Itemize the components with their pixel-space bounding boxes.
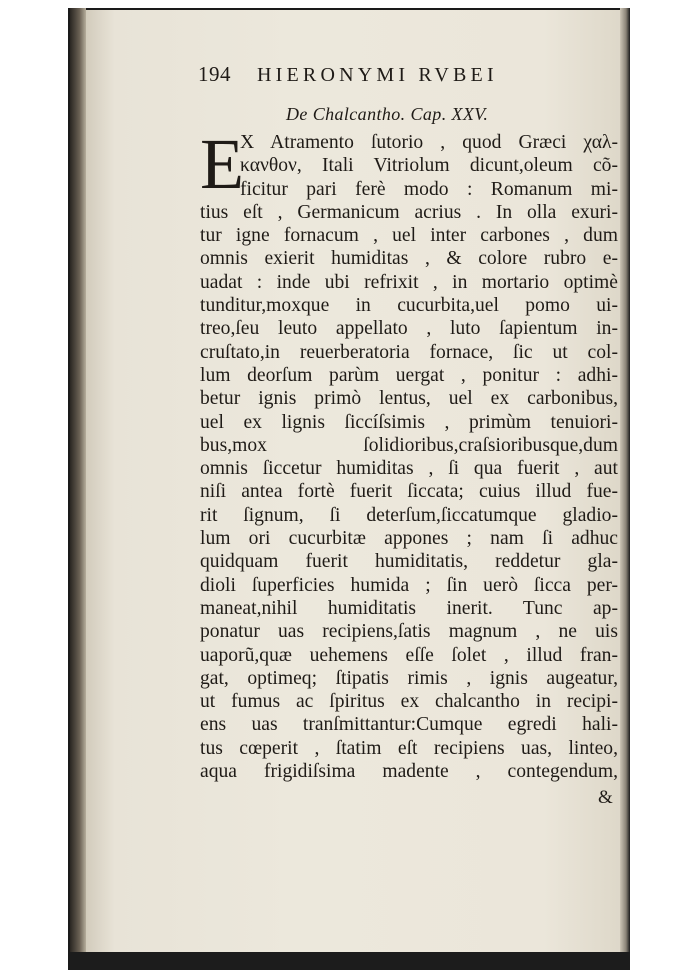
running-title: HIERONYMI RVBEI <box>257 64 498 86</box>
spine-shadow <box>70 8 86 970</box>
text-line: dioli ſuperficies humida ; ſin uerò ſicca per- <box>200 574 618 596</box>
text-line: omnis ſiccetur humiditas , ſi qua fuerit , aut <box>200 458 618 480</box>
page-number: 194 <box>198 62 231 86</box>
text-line: ens uas tranſmittantur:Cumque egredi hali- <box>200 714 618 736</box>
text-line: lum deorſum parùm uergat , ponitur : adhi- <box>200 364 618 386</box>
text-line: aqua frigidiſsima madente , contegendum, <box>200 761 618 783</box>
text-line: lum ori cucurbitæ appones ; nam ſi adhuc <box>200 528 618 550</box>
text-line: bus,mox ſolidioribus,craſsioribusque,dum <box>200 434 618 456</box>
page-edge <box>620 8 630 970</box>
text-line: betur ignis primò lentus, uel ex carbonibus, <box>200 388 618 410</box>
text-line: tus cœperit , ſtatim eſt recipiens uas, linteo, <box>200 737 618 759</box>
catchword: & <box>598 787 613 808</box>
text-line: tur igne fornacum , uel inter carbones , dum <box>200 225 618 247</box>
text-line: niſi antea fortè fuerit ſiccata; cuius illud fue- <box>200 481 618 503</box>
text-line: uadat : inde ubi refrixit , in mortario optimè <box>200 271 618 293</box>
text-line: X Atramento ſutorio , quod Græci χαλ- <box>240 132 618 153</box>
text-line: uel ex lignis ſiccíſsimis , primùm tenuiori- <box>200 411 618 433</box>
text-line: tius eſt , Germanicum acrius . In olla exuri- <box>200 201 618 223</box>
body-text <box>200 131 618 783</box>
text-line: ut fumus ac ſpiritus ex chalcantho in recipi- <box>200 691 618 713</box>
chapter-title: De Chalcantho. Cap. XXV. <box>286 104 489 124</box>
text-line: cruſtato,in reuerberatoria fornace, ſic ut col- <box>200 341 618 363</box>
text-line: rit ſignum, ſi deterſum,ſiccatumque gladio- <box>200 504 618 526</box>
text-line: maneat,nihil humiditatis inerit. Tunc ap- <box>200 597 618 619</box>
text-line: ponatur uas recipiens,ſatis magnum , ne uis <box>200 621 618 643</box>
bottom-edge <box>70 952 630 970</box>
text-line: quidquam fuerit humiditatis, reddetur gla- <box>200 551 618 573</box>
text-line: κανθον, Itali Vitriolum dicunt,oleum cõ- <box>240 155 618 177</box>
text-line: ficitur pari ferè modo : Romanum mi- <box>240 178 618 200</box>
text-line: tunditur,moxque in cucurbita,uel pomo ui- <box>200 295 618 317</box>
drop-cap: E <box>200 124 244 204</box>
text-line: treo,ſeu leuto appellato , luto ſapientum in- <box>200 318 618 340</box>
text-line: omnis exierit humiditas , & colore rubro e- <box>200 248 618 270</box>
text-line: gat, optimeq; ſtipatis rimis , ignis augeatur, <box>200 667 618 689</box>
text-line: uaporũ,quæ uehemens eſſe ſolet , illud fran- <box>200 644 618 666</box>
running-head <box>198 62 498 87</box>
